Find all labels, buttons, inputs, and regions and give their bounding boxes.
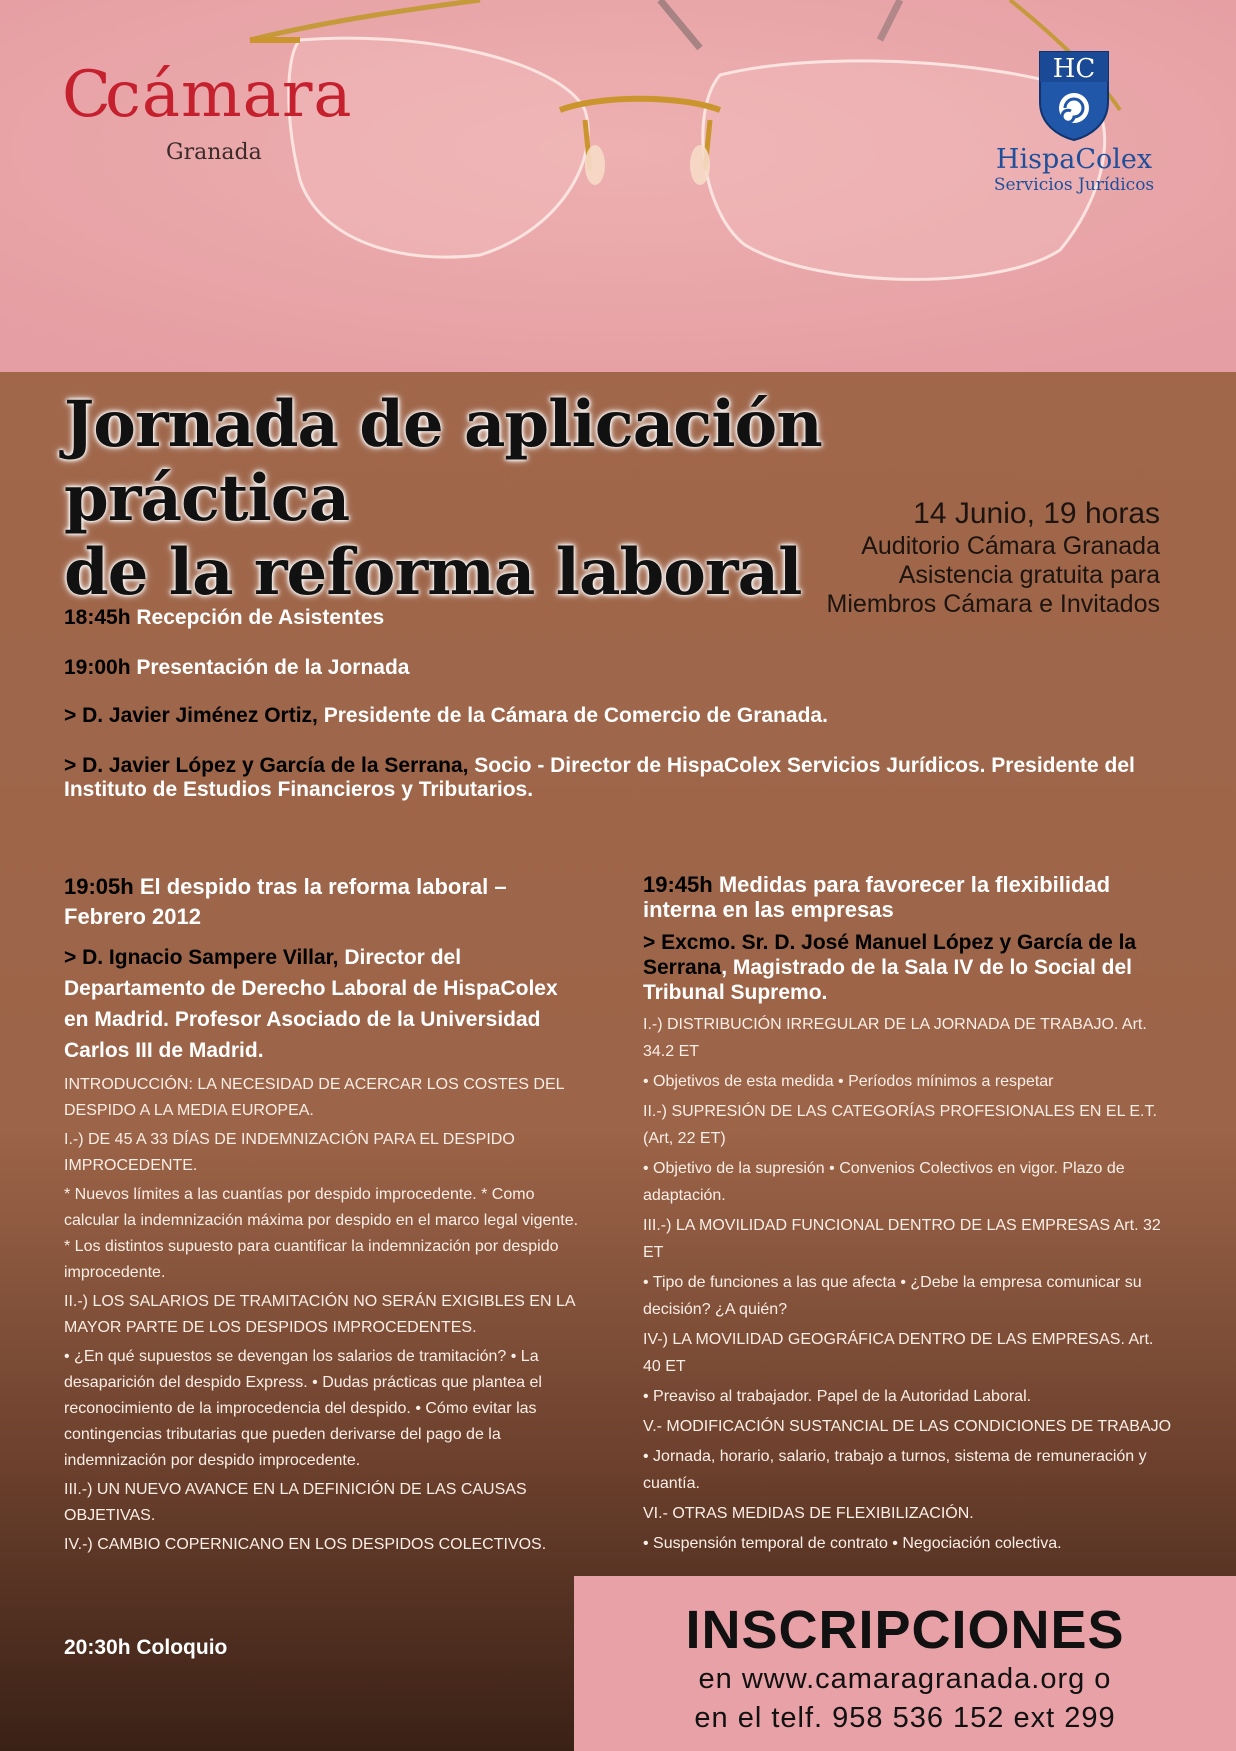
session-right-para-11: VI.- OTRAS MEDIDAS DE FLEXIBILIZACIÓN. [643,1505,974,1522]
session-right-time: 19:45h [643,872,713,897]
hispacolex-name: HispaColex [995,144,1153,175]
hero-banner [0,0,1236,372]
session-left-para-2: I.-) DE 45 A 33 DÍAS DE INDEMNIZACIÓN PARA EL DESPIDO IMPROCEDENTE. [64,1131,515,1174]
registration-box [574,1576,1236,1751]
camara-logo-word: cámara [104,58,353,132]
session-right-para-3: II.-) SUPRESIÓN DE LAS CATEGORÍAS PROFESIONALES EN EL E.T. (Art, 22 ET) [643,1103,1157,1147]
agenda-speaker-2-name: > D. Javier López y García de la Serrana, [64,754,469,777]
session-left-title [64,872,584,932]
session-right-para-10: • Jornada, horario, salario, trabajo a turnos, sistema de remuneración y cuantía. [643,1448,1147,1492]
event-access-2: Miembros Cámara e Invitados [826,590,1160,618]
hispacolex-shield-letters: HC [1052,54,1096,84]
agenda-presentation-text: Presentación de la Jornada [130,656,410,679]
session-right-title [643,872,1173,922]
session-left-speaker [64,942,584,1066]
title-line-2: de la reforma laboral [64,535,802,610]
hispacolex-sub: Servicios Jurídicos [993,175,1155,195]
session-right-para-7: IV-) LA MOVILIDAD GEOGRÁFICA DENTRO DE LAS EMPRESAS. Art. 40 ET [643,1331,1154,1375]
session-right-speaker-role: , Magistrado de la Sala IV de lo Social del Tribunal Supremo. [643,956,1133,1004]
registration-phone: en el telf. 958 536 152 ext 299 [694,1702,1116,1734]
agenda-speaker-1-role: Presidente de la Cámara de Comercio de Granada. [317,704,828,727]
agenda-reception-time: 18:45h [64,606,131,629]
camara-logo [62,58,353,165]
hispacolex-shield-icon [1038,50,1110,142]
session-right-para-6: • Tipo de funciones a las que afecta • ¿Debe la empresa comunicar su decisión? ¿A quién? [643,1274,1142,1318]
agenda-presentation [64,656,409,680]
agenda-reception [64,606,384,630]
agenda-coloquio-time: 20:30h [64,1636,131,1659]
hispacolex-logo [984,50,1164,195]
agenda-coloquio-text: Coloquio [130,1636,228,1659]
session-left-para-5: • ¿En qué supuestos se devengan los salarios de tramitación? • La desaparición del despido Express. • Dudas prácticas que plantea el reconocimiento de la improcedencia del despido. • Cómo evitar las contingencias tributarias que pueden derivarse del pago de la indemnización por despido improcedente. [64,1348,542,1469]
session-right-para-12: • Suspensión temporal de contrato • Negociación colectiva. [643,1535,1062,1552]
agenda-speaker-1-name: > D. Javier Jiménez Ortiz, [64,704,318,727]
session-left-speaker-name: > D. Ignacio Sampere Villar, [64,946,339,969]
session-left-para-6: III.-) UN NUEVO AVANCE EN LA DEFINICIÓN DE LAS CAUSAS OBJETIVAS. [64,1481,527,1524]
event-date: 14 Junio, 19 horas [913,497,1160,530]
agenda-speaker-2-role: Socio - Director de HispaColex Servicios Jurídicos. Presidente del Instituto de Estudios Financieros y Tributarios. [64,754,1135,801]
session-right-para-5: III.-) LA MOVILIDAD FUNCIONAL DENTRO DE LAS EMPRESAS Art. 32 ET [643,1217,1161,1261]
agenda-speaker-1 [64,704,1164,728]
session-right-para-9: V.- MODIFICACIÓN SUSTANCIAL DE LAS CONDICIONES DE TRABAJO [643,1418,1172,1435]
session-right-para-8: • Preaviso al trabajador. Papel de la Autoridad Laboral. [643,1388,1032,1405]
session-right-speaker [643,930,1173,1005]
session-right-speaker-name: > Excmo. Sr. D. José Manuel López y García de la Serrana [643,931,1137,979]
event-info [827,496,1160,619]
session-left-para-4: II.-) LOS SALARIOS DE TRAMITACIÓN NO SERÁN EXIGIBLES EN LA MAYOR PARTE DE LOS DESPIDOS IMPROCEDENTES. [64,1293,575,1336]
agenda-reception-text: Recepción de Asistentes [130,606,385,629]
session-right-para-2: • Objetivos de esta medida • Períodos mínimos a respetar [643,1073,1054,1090]
session-left-speaker-role: Director del Departamento de Derecho Laboral de HispaColex en Madrid. Profesor Asociado de la Universidad Carlos III de Madrid. [64,946,558,1062]
session-right-title-text: Medidas para favorecer la flexibilidad interna en las empresas [643,872,1111,922]
session-right-para-4: • Objetivo de la supresión • Convenios Colectivos en vigor. Plazo de adaptación. [643,1160,1125,1204]
session-left-para-3: * Nuevos límites a las cuantías por despido improcedente. * Como calcular la indemnización máxima por despido en el marco legal vigente. * Los distintos supuesto para cuantificar la indemnización por despido improcedente. [64,1186,579,1281]
camara-logo-city: Granada [166,140,262,165]
session-left-para-7: IV.-) CAMBIO COPERNICANO EN LOS DESPIDOS COLECTIVOS. [64,1536,547,1553]
session-right [643,872,1173,1560]
event-location: Auditorio Cámara Granada [861,532,1160,560]
session-right-para-1: I.-) DISTRIBUCIÓN IRREGULAR DE LA JORNADA DE TRABAJO. Art. 34.2 ET [643,1016,1147,1060]
registration-title: INSCRIPCIONES [685,1600,1125,1660]
agenda-speaker-2 [64,754,1154,802]
session-left-time: 19:05h [64,874,134,899]
registration-web[interactable]: en www.camaragranada.org o [698,1663,1112,1695]
session-left-title-text: El despido tras la reforma laboral – Febrero 2012 [64,874,507,929]
session-left [64,872,584,1561]
camara-logo-c: C [62,58,111,132]
title-line-1: Jornada de aplicación práctica [64,387,822,536]
event-access-1: Asistencia gratuita para [898,561,1160,589]
agenda-coloquio [64,1636,227,1660]
agenda-presentation-time: 19:00h [64,656,131,679]
session-left-para-1: INTRODUCCIÓN: LA NECESIDAD DE ACERCAR LOS COSTES DEL DESPIDO A LA MEDIA EUROPEA. [64,1076,564,1119]
